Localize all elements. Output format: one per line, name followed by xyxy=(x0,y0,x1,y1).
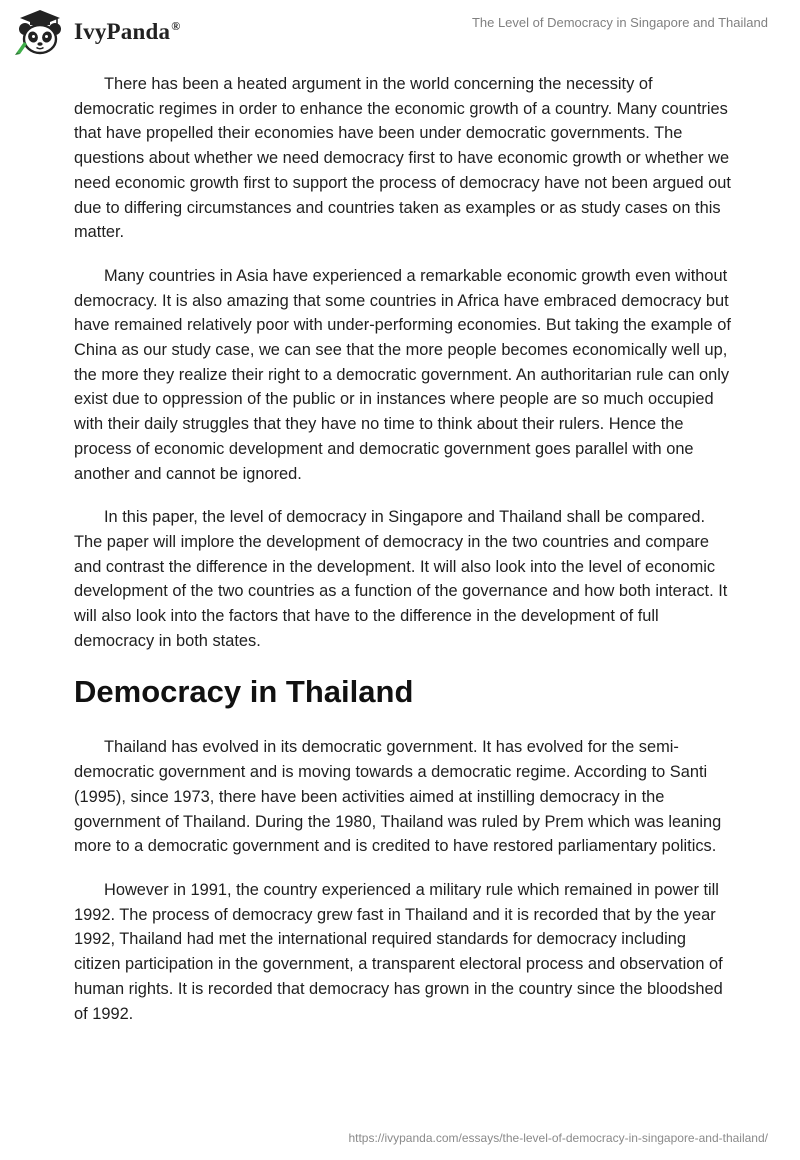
ivypanda-logo[interactable] xyxy=(14,8,180,56)
registered-mark: ® xyxy=(171,19,181,34)
page-header xyxy=(0,0,800,70)
section-paragraph-1: Thailand has evolved in its democratic government. It has evolved for the semi-democratic government and is moving towards a democratic regime. According to Santi (1995), since 1973, there have been activities aimed at instilling democracy in the government of Thailand. During the 1980, Thailand was ruled by Prem which was leaning more to a democratic government and is credited to have restored parliamentary politics. xyxy=(74,738,722,856)
source-url[interactable]: https://ivypanda.com/essays/the-level-of-democracy-in-singapore-and-thailand/ xyxy=(348,1131,768,1145)
essay-body xyxy=(74,72,734,1045)
logo-wordmark xyxy=(74,19,180,45)
section-heading: Democracy in Thailand xyxy=(74,674,414,710)
intro-paragraph-2: Many countries in Asia have experienced a remarkable economic growth even without democracy. It is also amazing that some countries in Africa have embraced democracy but have remained relatively poor with under-performing economies. But taking the example of China as our study case, we can see that the more people becomes economically well up, the more they realize their right to a democratic government. An authoritarian rule can only exist due to oppression of the public or in instances where people are so much occupied with their daily struggles that they have no time to think about their rulers. Hence the process of economic development and democratic government goes parallel with one another and cannot be ignored. xyxy=(74,266,731,483)
document-title: The Level of Democracy in Singapore and Thailand xyxy=(471,15,768,30)
intro-paragraph-3: In this paper, the level of democracy in Singapore and Thailand shall be compared. The paper will implore the development of democracy in the two countries and compare and contrast the difference in the development. It will also look into the level of economic development of the two countries as a function of the governance and how both interact. It will also look into the factors that have to the difference in the development of full democracy in both states. xyxy=(74,508,728,650)
logo-text: IvyPanda xyxy=(74,19,171,44)
intro-paragraph-1: There has been a heated argument in the world concerning the necessity of democratic regimes in order to enhance the economic growth of a country. Many countries that have propelled their economies have been under democratic governments. The questions about whether we need democracy first to have economic growth or whether we need economic growth first to support the process of democracy have not been argued out due to differing circumstances and countries taken as examples or as study cases on this matter. xyxy=(74,75,731,242)
section-paragraph-2: However in 1991, the country experienced a military rule which remained in power till 1992. The process of democracy grew fast in Thailand and it is recorded that by the year 1992, Thailand had met the international required standards for democracy including citizen participation in the government, a transparent electoral process and observation of human rights. It is recorded that democracy has grown in the country since the bloodshed of 1992. xyxy=(74,880,723,1023)
panda-graduate-icon xyxy=(14,8,66,56)
